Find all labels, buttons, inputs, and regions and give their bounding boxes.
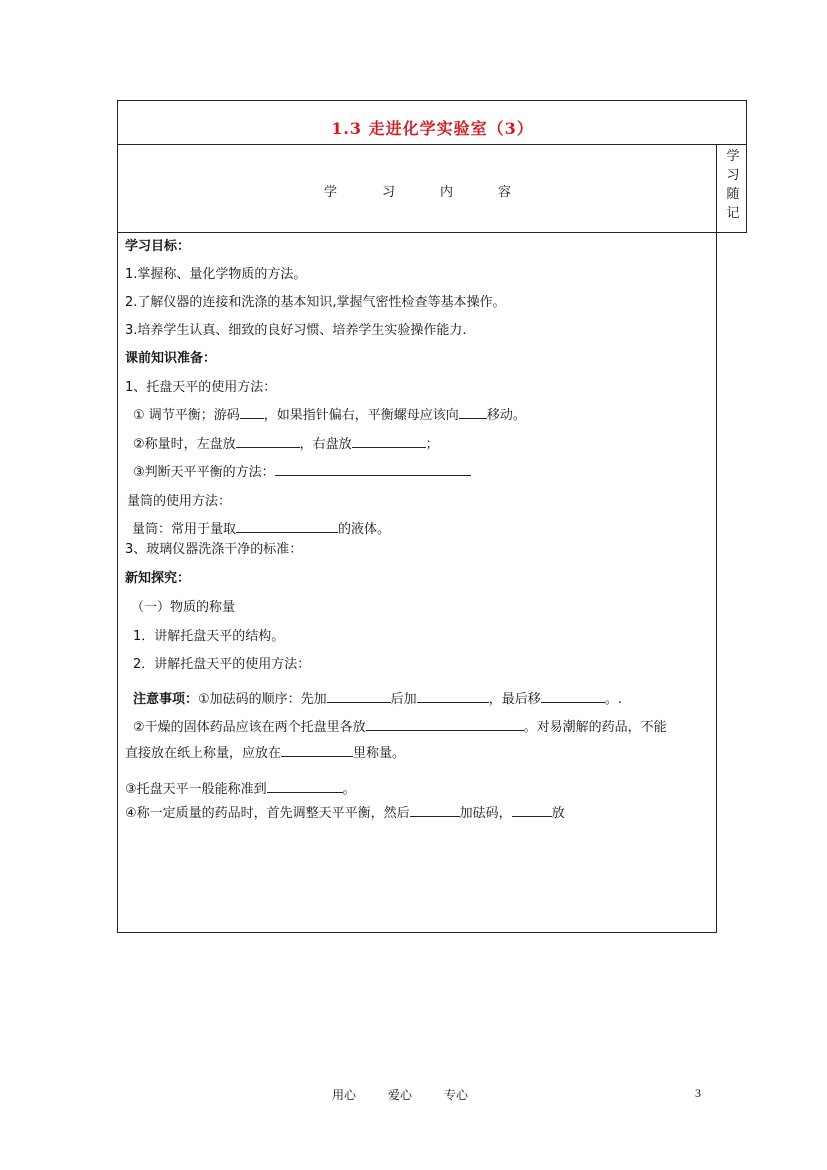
objective-item: 1.掌握称、量化学物质的方法。: [125, 267, 307, 282]
explore-point-1: 1．讲解托盘天平的结构。: [133, 629, 285, 644]
balance-method-title: 1、托盘天平的使用方法：: [125, 380, 277, 395]
note-2-continued: 直接放在纸上称量，应放在 里称量。: [125, 742, 405, 761]
objective-item: 3.培养学生认真、细致的良好习惯、培养学生实验操作能力.: [125, 323, 467, 338]
objective-item: 2.了解仪器的连接和洗涤的基本知识,掌握气密性检查等基本操作。: [125, 295, 506, 310]
study-notes-header: [722, 147, 744, 223]
heading-char: 内: [439, 185, 453, 200]
fill-blank[interactable]: [275, 462, 471, 476]
balance-item-3: ③判断天平平衡的方法：: [133, 461, 471, 480]
note-2: ②干燥的固体药品应该在两个托盘里各放 。对易潮解的药品，不能: [133, 716, 667, 735]
explore-label: 新知探究：: [125, 571, 191, 586]
glass-clean-title: 3、玻璃仪器洗涤干净的标准：: [125, 542, 303, 557]
page-number: 3: [695, 1086, 701, 1100]
content-heading: [118, 181, 717, 200]
side-char: 记: [726, 206, 740, 221]
explore-point-2: 2．讲解托盘天平的使用方法：: [133, 657, 311, 672]
explore-section-1: （一）物质的称量: [131, 600, 236, 615]
fill-blank[interactable]: [327, 689, 391, 703]
cylinder-item: 量筒：常用于量取 的液体。: [132, 518, 390, 537]
footer-item: 专心: [444, 1088, 469, 1102]
objectives-label: 学习目标：: [125, 239, 191, 254]
heading-char: 习: [381, 185, 395, 200]
fill-blank[interactable]: [366, 717, 524, 731]
fill-blank[interactable]: [281, 743, 353, 757]
page-title: 1.3 走进化学实验室（3）: [331, 119, 534, 138]
balance-item-1: ① 调节平衡；游码 ，如果指针偏右，平衡螺母应该向 移动。: [133, 404, 526, 423]
table-title-divider: [117, 144, 747, 145]
prep-label: 课前知识准备：: [125, 351, 217, 366]
fill-blank[interactable]: [240, 405, 264, 419]
cylinder-method-title: 量筒的使用方法：: [127, 494, 232, 509]
side-char: 习: [726, 168, 740, 183]
side-char: 随: [726, 187, 740, 202]
note-3: ③托盘天平一般能称准到 。: [125, 778, 356, 797]
footer-item: 爱心: [388, 1088, 413, 1102]
fill-blank[interactable]: [267, 779, 343, 793]
table-left-border: [117, 100, 118, 933]
heading-char: 容: [497, 185, 511, 200]
fill-blank[interactable]: [512, 803, 552, 817]
fill-blank[interactable]: [459, 405, 487, 419]
fill-blank[interactable]: [236, 519, 338, 533]
heading-char: 学: [323, 185, 337, 200]
balance-item-2: ②称量时，左盘放 ，右盘放 ；: [133, 433, 439, 452]
fill-blank[interactable]: [352, 434, 426, 448]
side-char: 学: [726, 149, 740, 164]
table-top-border: [117, 100, 747, 101]
fill-blank[interactable]: [417, 689, 489, 703]
table-heading-divider: [117, 232, 747, 233]
fill-blank[interactable]: [541, 689, 605, 703]
fill-blank[interactable]: [236, 434, 300, 448]
fill-blank[interactable]: [410, 803, 460, 817]
note-1: 注意事项：①加砝码的顺序：先加 后加 ，最后移 。.: [133, 688, 622, 707]
note-4: ④称一定质量的药品时，首先调整天平平衡，然后 加砝码， 放: [125, 802, 565, 821]
footer-item: 用心: [332, 1088, 357, 1102]
table-column-divider: [716, 144, 717, 933]
table-bottom-border: [117, 932, 717, 933]
